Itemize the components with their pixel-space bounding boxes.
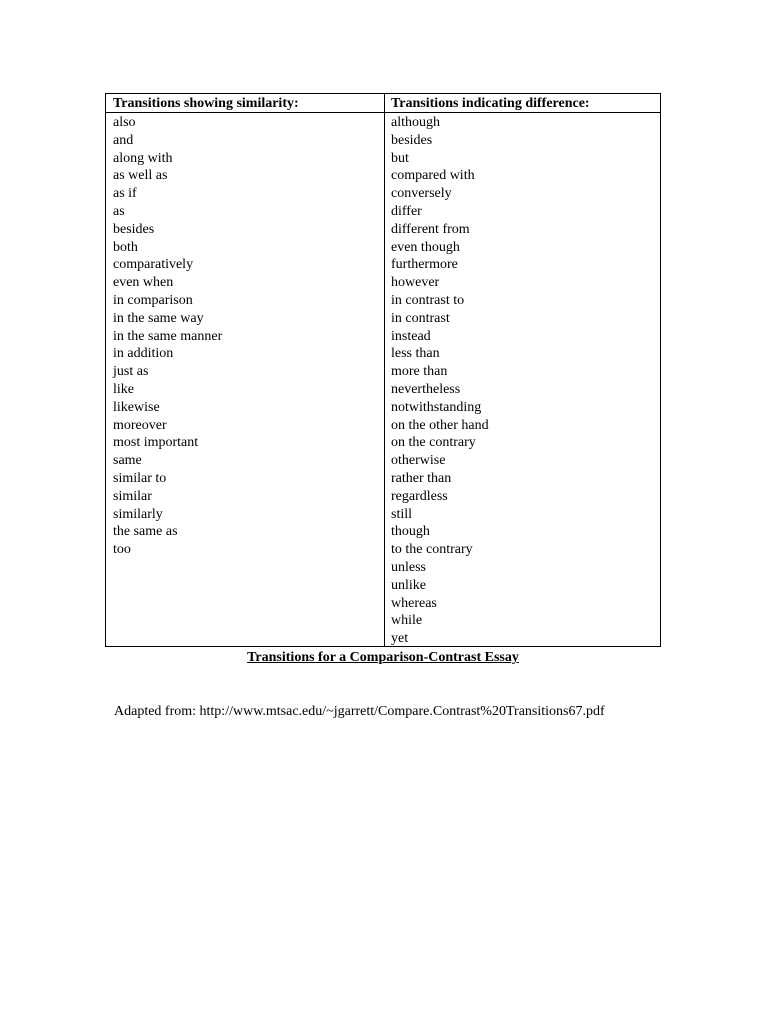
difference-item: in contrast to bbox=[391, 292, 465, 308]
difference-item: on the other hand bbox=[391, 417, 489, 433]
difference-item: nevertheless bbox=[391, 381, 461, 397]
similarity-item: in addition bbox=[113, 346, 174, 362]
difference-item: on the contrary bbox=[391, 435, 476, 451]
difference-item: but bbox=[391, 150, 409, 166]
similarity-item: similarly bbox=[113, 506, 163, 522]
difference-item: rather than bbox=[391, 470, 452, 486]
difference-item: regardless bbox=[391, 488, 448, 504]
difference-item: although bbox=[391, 115, 440, 130]
similarity-item: and bbox=[113, 132, 134, 148]
difference-item: unless bbox=[391, 559, 426, 575]
similarity-item: also bbox=[113, 115, 136, 130]
similarity-item: in comparison bbox=[113, 292, 193, 308]
difference-header: Transitions indicating difference: bbox=[391, 96, 590, 111]
difference-item: in contrast bbox=[391, 310, 450, 326]
difference-item: less than bbox=[391, 346, 440, 362]
similarity-list bbox=[113, 114, 222, 559]
similarity-item: as if bbox=[113, 186, 137, 202]
source-note: Adapted from: http://www.mtsac.edu/~jgarrett/Compare.Contrast%20Transitions67.pdf bbox=[114, 704, 605, 719]
header-divider bbox=[106, 112, 660, 113]
difference-item: differ bbox=[391, 203, 422, 219]
difference-item: notwithstanding bbox=[391, 399, 482, 415]
similarity-item: similar to bbox=[113, 470, 167, 486]
difference-item: otherwise bbox=[391, 453, 446, 469]
similarity-item: comparatively bbox=[113, 257, 194, 273]
difference-item: however bbox=[391, 275, 440, 291]
similarity-item: too bbox=[113, 542, 131, 558]
similarity-item: most important bbox=[113, 435, 199, 451]
difference-item: different from bbox=[391, 221, 470, 237]
similarity-item: besides bbox=[113, 221, 155, 237]
similarity-item: both bbox=[113, 239, 138, 255]
table-caption: Transitions for a Comparison-Contrast Essay bbox=[247, 650, 519, 665]
transitions-table bbox=[105, 93, 661, 647]
difference-item: instead bbox=[391, 328, 431, 344]
similarity-item: same bbox=[113, 453, 142, 469]
difference-item: still bbox=[391, 506, 413, 522]
similarity-item: along with bbox=[113, 150, 173, 166]
similarity-header: Transitions showing similarity: bbox=[113, 96, 299, 111]
similarity-item: like bbox=[113, 381, 134, 397]
difference-item: furthermore bbox=[391, 257, 458, 273]
difference-item: besides bbox=[391, 132, 433, 148]
similarity-item: in the same manner bbox=[113, 328, 223, 344]
similarity-item: similar bbox=[113, 488, 152, 504]
similarity-item: as well as bbox=[113, 168, 168, 184]
similarity-item: as bbox=[113, 203, 125, 219]
difference-list bbox=[391, 114, 489, 648]
similarity-item: the same as bbox=[113, 524, 178, 540]
similarity-item: even when bbox=[113, 275, 174, 291]
difference-item: compared with bbox=[391, 168, 475, 184]
similarity-item: likewise bbox=[113, 399, 160, 415]
difference-item: even though bbox=[391, 239, 460, 255]
difference-item: yet bbox=[391, 631, 409, 647]
similarity-item: just as bbox=[113, 364, 149, 380]
difference-item: more than bbox=[391, 364, 448, 380]
difference-item: to the contrary bbox=[391, 542, 473, 558]
similarity-item: moreover bbox=[113, 417, 167, 433]
difference-item: while bbox=[391, 613, 423, 629]
column-divider bbox=[384, 94, 385, 646]
difference-item: whereas bbox=[391, 595, 437, 611]
difference-item: unlike bbox=[391, 577, 426, 593]
difference-item: conversely bbox=[391, 186, 452, 202]
similarity-item: in the same way bbox=[113, 310, 204, 326]
difference-item: though bbox=[391, 524, 430, 540]
